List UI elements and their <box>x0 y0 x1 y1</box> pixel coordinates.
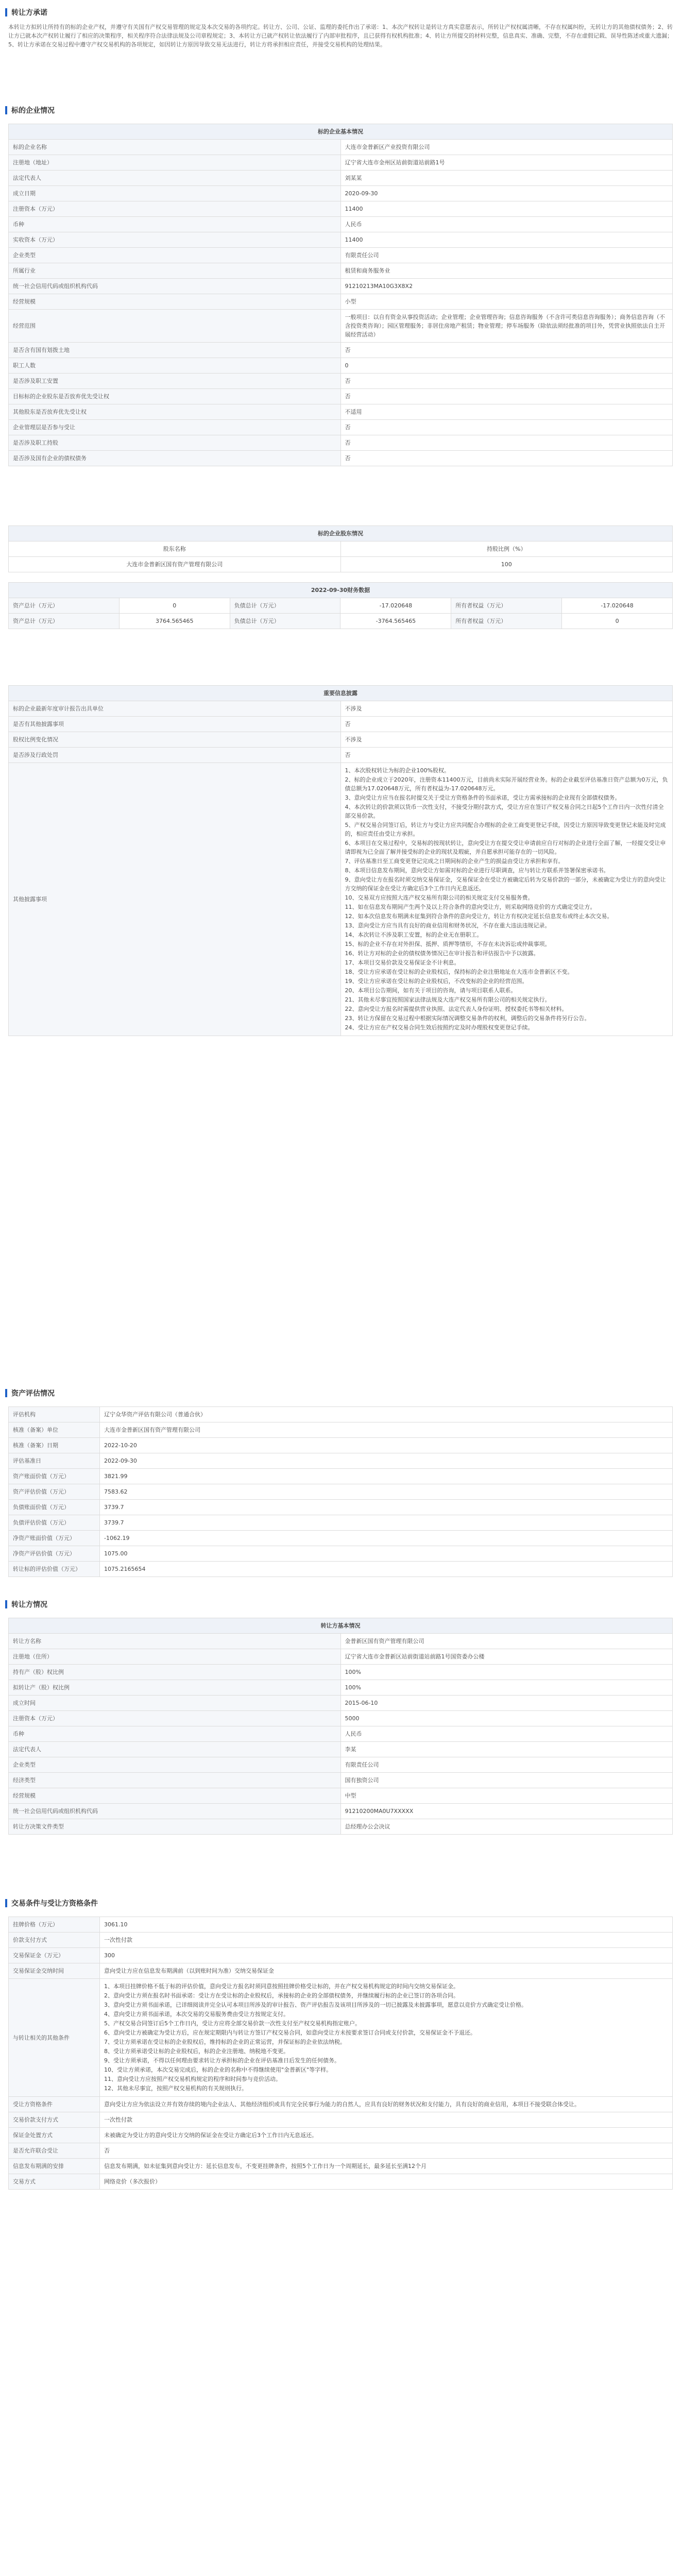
row-label: 法定代表人 <box>9 1742 341 1757</box>
table-row <box>9 2128 673 2143</box>
condition-item: 8、受让方须承诺受让标的企业股权后，标的企业注册地、纳税地不变更。 <box>104 2048 289 2055</box>
row-value: 11400 <box>340 201 673 217</box>
table-row <box>9 1422 673 1438</box>
row-value: 100% <box>340 1680 673 1696</box>
table-cell: -17.020648 <box>562 598 673 614</box>
row-label: 所属行业 <box>9 263 341 279</box>
row-label: 核准（备案）日期 <box>9 1438 100 1453</box>
disclosure-item: 20、本项目公告期间，如有关于项目的咨询，请与项目联系人联系。 <box>345 987 517 994</box>
assessment-table <box>8 1406 673 1577</box>
table-row <box>9 1933 673 1948</box>
disclosure-item: 17、本项目交易价款及交易保证金不计利息。 <box>345 959 460 966</box>
table-row <box>9 404 673 420</box>
table-row <box>9 374 673 389</box>
disclosure-item: 7、评估基准日至工商变更登记完成之日期间标的企业产生的损益由受让方承担和享有。 <box>345 858 564 865</box>
row-value: 1075.00 <box>100 1546 673 1562</box>
row-value: 小型 <box>340 294 673 310</box>
row-value: 租赁和商务服务业 <box>340 263 673 279</box>
disclosure-item: 13、意向受让方应当具有良好的商业信用和财务状况，不存在重大违法违规记录。 <box>345 922 551 929</box>
table-row <box>9 201 673 217</box>
row-value: 大连市金普新区国有资产管理有限公司 <box>100 1422 673 1438</box>
table-row <box>9 420 673 435</box>
shareholder-table <box>8 526 673 572</box>
row-label: 股权比例变化情况 <box>9 732 341 748</box>
row-label: 负债账面价值（万元） <box>9 1500 100 1515</box>
row-value: 金普新区国有资产管理有限公司 <box>340 1634 673 1649</box>
table-row <box>9 1788 673 1804</box>
table-cell: 0 <box>562 614 673 629</box>
row-label: 其他股东是否放弃优先受让权 <box>9 404 341 420</box>
section-bar <box>5 1600 7 1608</box>
section-title: 标的企业情况 <box>11 107 55 115</box>
table-row <box>9 748 673 763</box>
table-row <box>9 1562 673 1577</box>
condition-item: 9、受让方须承诺，不得以任何理由要求转让方承担标的企业在评估基准日后发生的任何债务。 <box>104 2057 340 2064</box>
financial-table <box>8 582 673 629</box>
row-value: 3739.7 <box>100 1515 673 1531</box>
section-header-trade <box>0 1896 682 1910</box>
row-value: 辽宁省大连市金普新区站前街道站前路1号国资委办公楼 <box>340 1649 673 1665</box>
disclosure-item: 6、本项目在交易过程中，交易标的按现状转让，意向受让方在提交受让申请前应自行对标的企业进行全面了解，一经提交受让申请即视为已全面了解并接受标的企业的现状及瑕疵，并自愿承担可能存在的一切风险。 <box>345 840 666 855</box>
row-label: 转让方决策文件类型 <box>9 1819 341 1835</box>
table-cell: 大连市金普新区国有资产管理有限公司 <box>9 557 341 572</box>
table-row <box>9 2097 673 2112</box>
condition-item: 5、产权交易合同签订后5个工作日内，受让方应将全部交易价款一次性支付至产权交易机构指定账户。 <box>104 2020 361 2027</box>
disclosure-item: 23、转让方保留在交易过程中根据实际情况调整交易条件的权利，调整后的交易条件将另行公告。 <box>345 1015 590 1022</box>
condition-item: 7、受让方须承诺在受让标的企业股权后，维持标的企业的正常运营，并保证标的企业依法纳税。 <box>104 2039 346 2045</box>
row-label: 转让方名称 <box>9 1634 341 1649</box>
table-row <box>9 1515 673 1531</box>
row-value: 否 <box>340 748 673 763</box>
row-value: 李某 <box>340 1742 673 1757</box>
table-row <box>9 2174 673 2190</box>
table-cell: 负债总计（万元） <box>230 614 340 629</box>
row-label: 拟转让产（股）权比例 <box>9 1680 341 1696</box>
row-label: 是否涉及行政处罚 <box>9 748 341 763</box>
table-row <box>9 451 673 466</box>
row-label: 企业类型 <box>9 1757 341 1773</box>
row-label: 经营规模 <box>9 294 341 310</box>
table-header: 重要信息披露 <box>9 686 673 701</box>
disclosure-item: 8、本项目信息发布期间，意向受让方如需对标的企业进行尽职调查，应与转让方联系并签署保密承诺书。 <box>345 867 609 874</box>
table-header: 标的企业股东情况 <box>9 526 673 541</box>
row-value: 一次性付款 <box>100 2112 673 2128</box>
section-title: 转让方情况 <box>11 1601 47 1609</box>
row-label: 核准（备案）单位 <box>9 1422 100 1438</box>
row-label: 法定代表人 <box>9 171 341 186</box>
column-header: 持股比例（%） <box>340 541 673 557</box>
table-row <box>9 701 673 717</box>
table-row <box>9 343 673 358</box>
table-row <box>9 294 673 310</box>
row-label: 统一社会信用代码或组织机构代码 <box>9 1804 341 1819</box>
row-value: 5000 <box>340 1711 673 1726</box>
row-label: 保证金处置方式 <box>9 2128 100 2143</box>
table-row <box>9 1757 673 1773</box>
row-value: 3061.10 <box>100 1917 673 1933</box>
row-value: 否 <box>340 389 673 404</box>
row-label: 币种 <box>9 1726 341 1742</box>
table-row <box>9 217 673 232</box>
row-value: 信息发布期满，如未征集到意向受让方：延长信息发布，不变更挂牌条件，按照5个工作日为一个周期延长，最多延长至满12个月 <box>100 2159 673 2174</box>
row-label: 其他披露事项 <box>9 763 341 1036</box>
table-row <box>9 1742 673 1757</box>
row-label: 评估机构 <box>9 1407 100 1422</box>
section-bar <box>5 106 7 114</box>
table-row <box>9 232 673 248</box>
row-value: 否 <box>340 374 673 389</box>
row-label: 挂牌价格（万元） <box>9 1917 100 1933</box>
disclosure-item: 11、如在信息发布期间产生两个及以上符合条件的意向受让方，则采取网络竞价的方式确定受让方。 <box>345 904 596 910</box>
section-bar <box>5 1389 7 1397</box>
row-value: 否 <box>100 2143 673 2159</box>
table-row <box>9 717 673 732</box>
row-value: 300 <box>100 1948 673 1963</box>
row-label: 交易保证金交纳时间 <box>9 1963 100 1979</box>
row-label: 注册地（住所） <box>9 1649 341 1665</box>
row-value: 2022-10-20 <box>100 1438 673 1453</box>
row-value: 不涉及 <box>340 732 673 748</box>
row-label: 目标标的企业股东是否放弃优先受让权 <box>9 389 341 404</box>
table-cell: 100 <box>340 557 673 572</box>
row-label: 持有产（股）权比例 <box>9 1665 341 1680</box>
table-row <box>9 1680 673 1696</box>
table-row <box>9 263 673 279</box>
table-row <box>9 1500 673 1515</box>
table-cell: 资产总计（万元） <box>9 614 120 629</box>
row-value: 2015-06-10 <box>340 1696 673 1711</box>
row-value: 一般项目：以自有资金从事投资活动；企业管理；企业管理咨询；信息咨询服务（不含许可类信息咨询服务）；商务信息咨询（不含投资类咨询）；园区管理服务；非居住房地产租赁；物业管理；停车场服务（除依法须经批准的项目外，凭营业执照依法自主开展经营活动） <box>340 310 673 343</box>
row-label: 注册地（地址） <box>9 155 341 171</box>
row-value: 人民币 <box>340 1726 673 1742</box>
row-label: 资产账面价值（万元） <box>9 1469 100 1484</box>
table-row <box>9 171 673 186</box>
table-row <box>9 614 673 629</box>
row-label: 是否涉及国有企业的债权债务 <box>9 451 341 466</box>
table-row <box>9 1665 673 1680</box>
condition-item: 2、意向受让方须在报名时书面承诺：受让方在受让标的企业股权后，承接标的企业的全部债权债务，并继续履行标的企业已签订的各项合同。 <box>104 1992 459 1999</box>
table-row <box>9 2112 673 2128</box>
disclosure-item: 10、交易双方应按照大连产权交易所有限公司的相关规定支付交易服务费。 <box>345 894 534 901</box>
row-value: 有限责任公司 <box>340 248 673 263</box>
section-title: 资产评估情况 <box>11 1389 55 1398</box>
row-label: 标的企业名称 <box>9 140 341 155</box>
row-value: 不适用 <box>340 404 673 420</box>
table-row <box>9 248 673 263</box>
table-row <box>9 1963 673 1979</box>
table-row <box>9 1819 673 1835</box>
row-value: 意向受让方应在信息发布期满前（以到账时间为准）交纳交易保证金 <box>100 1963 673 1979</box>
condition-item: 11、意向受让方应按照产权交易机构规定的程序和时间参与竞价活动。 <box>104 2076 281 2082</box>
row-label: 成立时间 <box>9 1696 341 1711</box>
row-label: 成立日期 <box>9 186 341 201</box>
condition-item: 12、其他未尽事宜，按照产权交易机构的有关规则执行。 <box>104 2085 247 2092</box>
row-value: 91210213MA10G3X8X2 <box>340 279 673 294</box>
row-label: 评估基准日 <box>9 1453 100 1469</box>
row-label: 注册资本（万元） <box>9 1711 341 1726</box>
table-cell: -17.020648 <box>340 598 451 614</box>
row-value: 否 <box>340 451 673 466</box>
table-row <box>9 1804 673 1819</box>
condition-item: 4、意向受让方须书面承诺，本次交易的交易服务费由受让方按规定支付。 <box>104 2011 289 2018</box>
disclosure-item: 15、标的企业不存在对外担保、抵押、质押等情形，不存在未决诉讼或仲裁事项。 <box>345 941 551 947</box>
row-label: 经营规模 <box>9 1788 341 1804</box>
table-row <box>9 1979 673 2097</box>
row-value: -1062.19 <box>100 1531 673 1546</box>
disclosure-item: 14、本次转让不涉及职工安置，标的企业无在册职工。 <box>345 931 483 938</box>
section-header-transferor <box>0 1597 682 1612</box>
row-value: 辽宁省大连市金州区站前街道站前路1号 <box>340 155 673 171</box>
row-label: 是否含有国有划拨土地 <box>9 343 341 358</box>
row-value: 否 <box>340 717 673 732</box>
row-value <box>100 1979 673 2097</box>
disclosure-item: 12、如本次信息发布期满未征集到符合条件的意向受让方，转让方有权决定延长信息发布或终止本次交易。 <box>345 913 613 920</box>
disclosure-item: 16、转让方对标的企业的债权债务情况已在审计报告和评估报告中予以披露。 <box>345 950 539 957</box>
row-label: 是否允许联合受让 <box>9 2143 100 2159</box>
row-value: 总经理办公会决议 <box>340 1819 673 1835</box>
disclosure-item: 22、意向受让方报名时需提供营业执照、法定代表人身份证明、授权委托书等相关材料。 <box>345 1006 568 1012</box>
row-value: 网络竞价（多次报价） <box>100 2174 673 2190</box>
disclosure-item: 5、产权交易合同签订后，转让方与受让方应共同配合办理标的企业工商变更登记手续，因受让方原因导致变更登记未能及时完成的，相应责任由受让方承担。 <box>345 822 666 837</box>
disclosure-item: 2、标的企业成立于2020年，注册资本11400万元，目前尚未实际开展经营业务。标的企业截至评估基准日资产总额为0万元，负债总额为17.020648万元，所有者权益为-17.020648万元。 <box>345 776 668 792</box>
row-value: 91210200MA0U7XXXXX <box>340 1804 673 1819</box>
disclosure-item: 1、本次股权转让为标的企业100%股权。 <box>345 767 450 774</box>
row-value: 刘某某 <box>340 171 673 186</box>
section-header-assessment <box>0 1386 682 1400</box>
table-row <box>9 140 673 155</box>
transferor-table <box>8 1618 673 1835</box>
row-label: 资产评估价值（万元） <box>9 1484 100 1500</box>
section-title: 转让方承诺 <box>11 9 47 17</box>
row-value: 1075.2165654 <box>100 1562 673 1577</box>
table-row <box>9 1711 673 1726</box>
important-table <box>8 685 673 1036</box>
table-row <box>9 598 673 614</box>
row-label: 交易方式 <box>9 2174 100 2190</box>
disclosure-item: 4、本次转让的价款须以货币一次性支付，不接受分期付款方式，受让方应在签订产权交易合同之日起5个工作日内一次性付清全部交易价款。 <box>345 804 664 819</box>
row-label: 经营范围 <box>9 310 341 343</box>
row-label: 转让标的评估价值（万元） <box>9 1562 100 1577</box>
table-row <box>9 1546 673 1562</box>
row-value: 7583.62 <box>100 1484 673 1500</box>
row-label: 经济类型 <box>9 1773 341 1788</box>
row-label: 统一社会信用代码或组织机构代码 <box>9 279 341 294</box>
row-value: 一次性付款 <box>100 1933 673 1948</box>
row-label: 交易保证金（万元） <box>9 1948 100 1963</box>
promise-text: 本转让方拟转让所持有的标的企业产权，并遵守有关国有产权交易管理的规定及本次交易的各项约定。转让方、公司、公证、监理的委托作出了承诺：1、本次产权转让是转让方真实意愿表示，所转让产权权属清晰，不存在权属纠纷，无转让方的其他债权债务；2、转让方已就本次产权转让履行了相应的决策程序，相关程序符合法律法规及公司章程规定；3、本转让方已就产权转让依法履行了内部审批程序，且已获得有权机构批准；4、转让方所提交的材料完整，信息真实、准确、完整，不存在虚假记载、误导性陈述或重大遗漏；5、转让方承诺在交易过程中遵守产权交易机构的各项规定，如因转让方原因导致交易无法进行，转让方将承担相应责任，并接受交易机构的处理结果。 <box>8 24 673 48</box>
enterprise-basic-table <box>8 124 673 466</box>
table-row <box>9 1531 673 1546</box>
table-header: 转让方基本情况 <box>9 1618 673 1634</box>
row-value: 3739.7 <box>100 1500 673 1515</box>
row-label: 净资产评估价值（万元） <box>9 1546 100 1562</box>
disclosure-item: 24、受让方应在产权交易合同生效后按照约定及时办理股权变更登记手续。 <box>345 1024 534 1031</box>
table-header: 标的企业基本情况 <box>9 124 673 140</box>
trade-table <box>8 1917 673 2190</box>
table-row <box>9 310 673 343</box>
section-title: 交易条件与受让方资格条件 <box>11 1900 98 1908</box>
row-label: 是否涉及职工安置 <box>9 374 341 389</box>
row-label: 受让方资格条件 <box>9 2097 100 2112</box>
table-row <box>9 732 673 748</box>
row-value: 否 <box>340 343 673 358</box>
row-label: 标的企业最新年度审计报告出具单位 <box>9 701 341 717</box>
row-value: 否 <box>340 435 673 451</box>
row-label: 实收资本（万元） <box>9 232 341 248</box>
row-value: 11400 <box>340 232 673 248</box>
row-label: 负债评估价值（万元） <box>9 1515 100 1531</box>
row-label: 与转让相关的其他条件 <box>9 1979 100 2097</box>
row-label: 币种 <box>9 217 341 232</box>
table-row <box>9 155 673 171</box>
condition-item: 3、意向受让方须书面承诺，已详细阅读并完全认可本项目所涉及的审计报告、资产评估报告及该项目所涉及的一切已披露及未披露事项，愿意以竞价方式确定受让价格。 <box>104 2002 527 2008</box>
row-value: 0 <box>340 358 673 374</box>
row-label: 企业类型 <box>9 248 341 263</box>
row-label: 是否涉及职工持股 <box>9 435 341 451</box>
row-label: 信息发布期满的安排 <box>9 2159 100 2174</box>
table-cell: 3764.565465 <box>119 614 230 629</box>
table-row <box>9 1407 673 1422</box>
row-label: 注册资本（万元） <box>9 201 341 217</box>
table-header: 2022-09-30财务数据 <box>9 583 673 598</box>
table-row <box>9 389 673 404</box>
row-label: 是否有其他披露事项 <box>9 717 341 732</box>
disclosure-item: 3、意向受让方应当在报名时提交关于受让方资格条件的书面承诺，受让方需承接标的企业现有全部债权债务。 <box>345 794 621 801</box>
section-bar <box>5 8 7 16</box>
table-cell: 所有者权益（万元） <box>451 614 562 629</box>
section-header-promise <box>0 5 682 20</box>
table-row <box>9 2159 673 2174</box>
table-row <box>9 358 673 374</box>
table-row <box>9 1917 673 1933</box>
table-row <box>9 1696 673 1711</box>
row-value: 2020-09-30 <box>340 186 673 201</box>
row-value: 未被确定为受让方的意向受让方交纳的保证金在受让方确定后3个工作日内无息返还。 <box>100 2128 673 2143</box>
table-row <box>9 1438 673 1453</box>
table-cell: 0 <box>119 598 230 614</box>
disclosure-item: 21、其他未尽事宜按照国家法律法规及大连产权交易所有限公司的相关规定执行。 <box>345 996 551 1003</box>
table-row <box>9 1469 673 1484</box>
row-label: 净资产账面价值（万元） <box>9 1531 100 1546</box>
table-row <box>9 1484 673 1500</box>
table-row <box>9 1649 673 1665</box>
row-value: 100% <box>340 1665 673 1680</box>
table-cell: -3764.565465 <box>340 614 451 629</box>
row-value: 国有独资公司 <box>340 1773 673 1788</box>
row-label: 价款支付方式 <box>9 1933 100 1948</box>
condition-item: 6、意向受让方被确定为受让方后，应在规定期限内与转让方签订产权交易合同，如意向受让方未按要求签订合同或支付价款，交易保证金不予退还。 <box>104 2029 476 2036</box>
section-header-enterprise <box>0 103 682 117</box>
row-value: 否 <box>340 420 673 435</box>
table-row <box>9 1773 673 1788</box>
condition-item: 1、本项目挂牌价格不低于标的评估价值，意向受让方报名时须同意按照挂牌价格受让标的，并在产权交易机构规定的时间内交纳交易保证金。 <box>104 1983 459 1990</box>
table-row <box>9 435 673 451</box>
table-cell: 所有者权益（万元） <box>451 598 562 614</box>
column-header: 股东名称 <box>9 541 341 557</box>
condition-item: 10、受让方须承诺，本次交易完成后，标的企业的名称中不得继续使用"金普新区"等字样。 <box>104 2066 332 2073</box>
table-cell: 负债总计（万元） <box>230 598 340 614</box>
row-value: 有限责任公司 <box>340 1757 673 1773</box>
section-bar <box>5 1899 7 1907</box>
disclosure-item: 9、意向受让方在报名时须交纳交易保证金，交易保证金在受让方被确定后转为交易价款的一部分，未被确定为受让方的意向受让方交纳的保证金在受让方确定后3个工作日内无息返还。 <box>345 876 666 892</box>
row-value: 辽宁众华资产评估有限公司（普通合伙） <box>100 1407 673 1422</box>
row-label: 职工人数 <box>9 358 341 374</box>
disclosure-list <box>340 763 673 1036</box>
row-label: 企业管理层是否参与受让 <box>9 420 341 435</box>
row-value: 2022-09-30 <box>100 1453 673 1469</box>
table-row <box>9 1948 673 1963</box>
row-value: 人民币 <box>340 217 673 232</box>
disclosure-item: 18、受让方应承诺在受让标的企业股权后，保持标的企业注册地址在大连市金普新区不变。 <box>345 969 573 975</box>
row-value: 大连市金普新区产业投资有限公司 <box>340 140 673 155</box>
row-value: 中型 <box>340 1788 673 1804</box>
table-row <box>9 279 673 294</box>
table-row <box>9 1453 673 1469</box>
row-label: 交易价款支付方式 <box>9 2112 100 2128</box>
table-cell: 资产总计（万元） <box>9 598 120 614</box>
row-value: 意向受让方应为依法设立并有效存续的境内企业法人、其他经济组织或具有完全民事行为能力的自然人，应具有良好的财务状况和支付能力，具有良好的商业信用，本项目不接受联合体受让。 <box>100 2097 673 2112</box>
table-row <box>9 186 673 201</box>
row-value: 3821.99 <box>100 1469 673 1484</box>
table-row <box>9 2143 673 2159</box>
table-row <box>9 1726 673 1742</box>
disclosure-item: 19、受让方应承诺在受让标的企业股权后，不改变标的企业的经营范围。 <box>345 978 528 985</box>
row-value: 不涉及 <box>340 701 673 717</box>
table-row <box>9 1634 673 1649</box>
